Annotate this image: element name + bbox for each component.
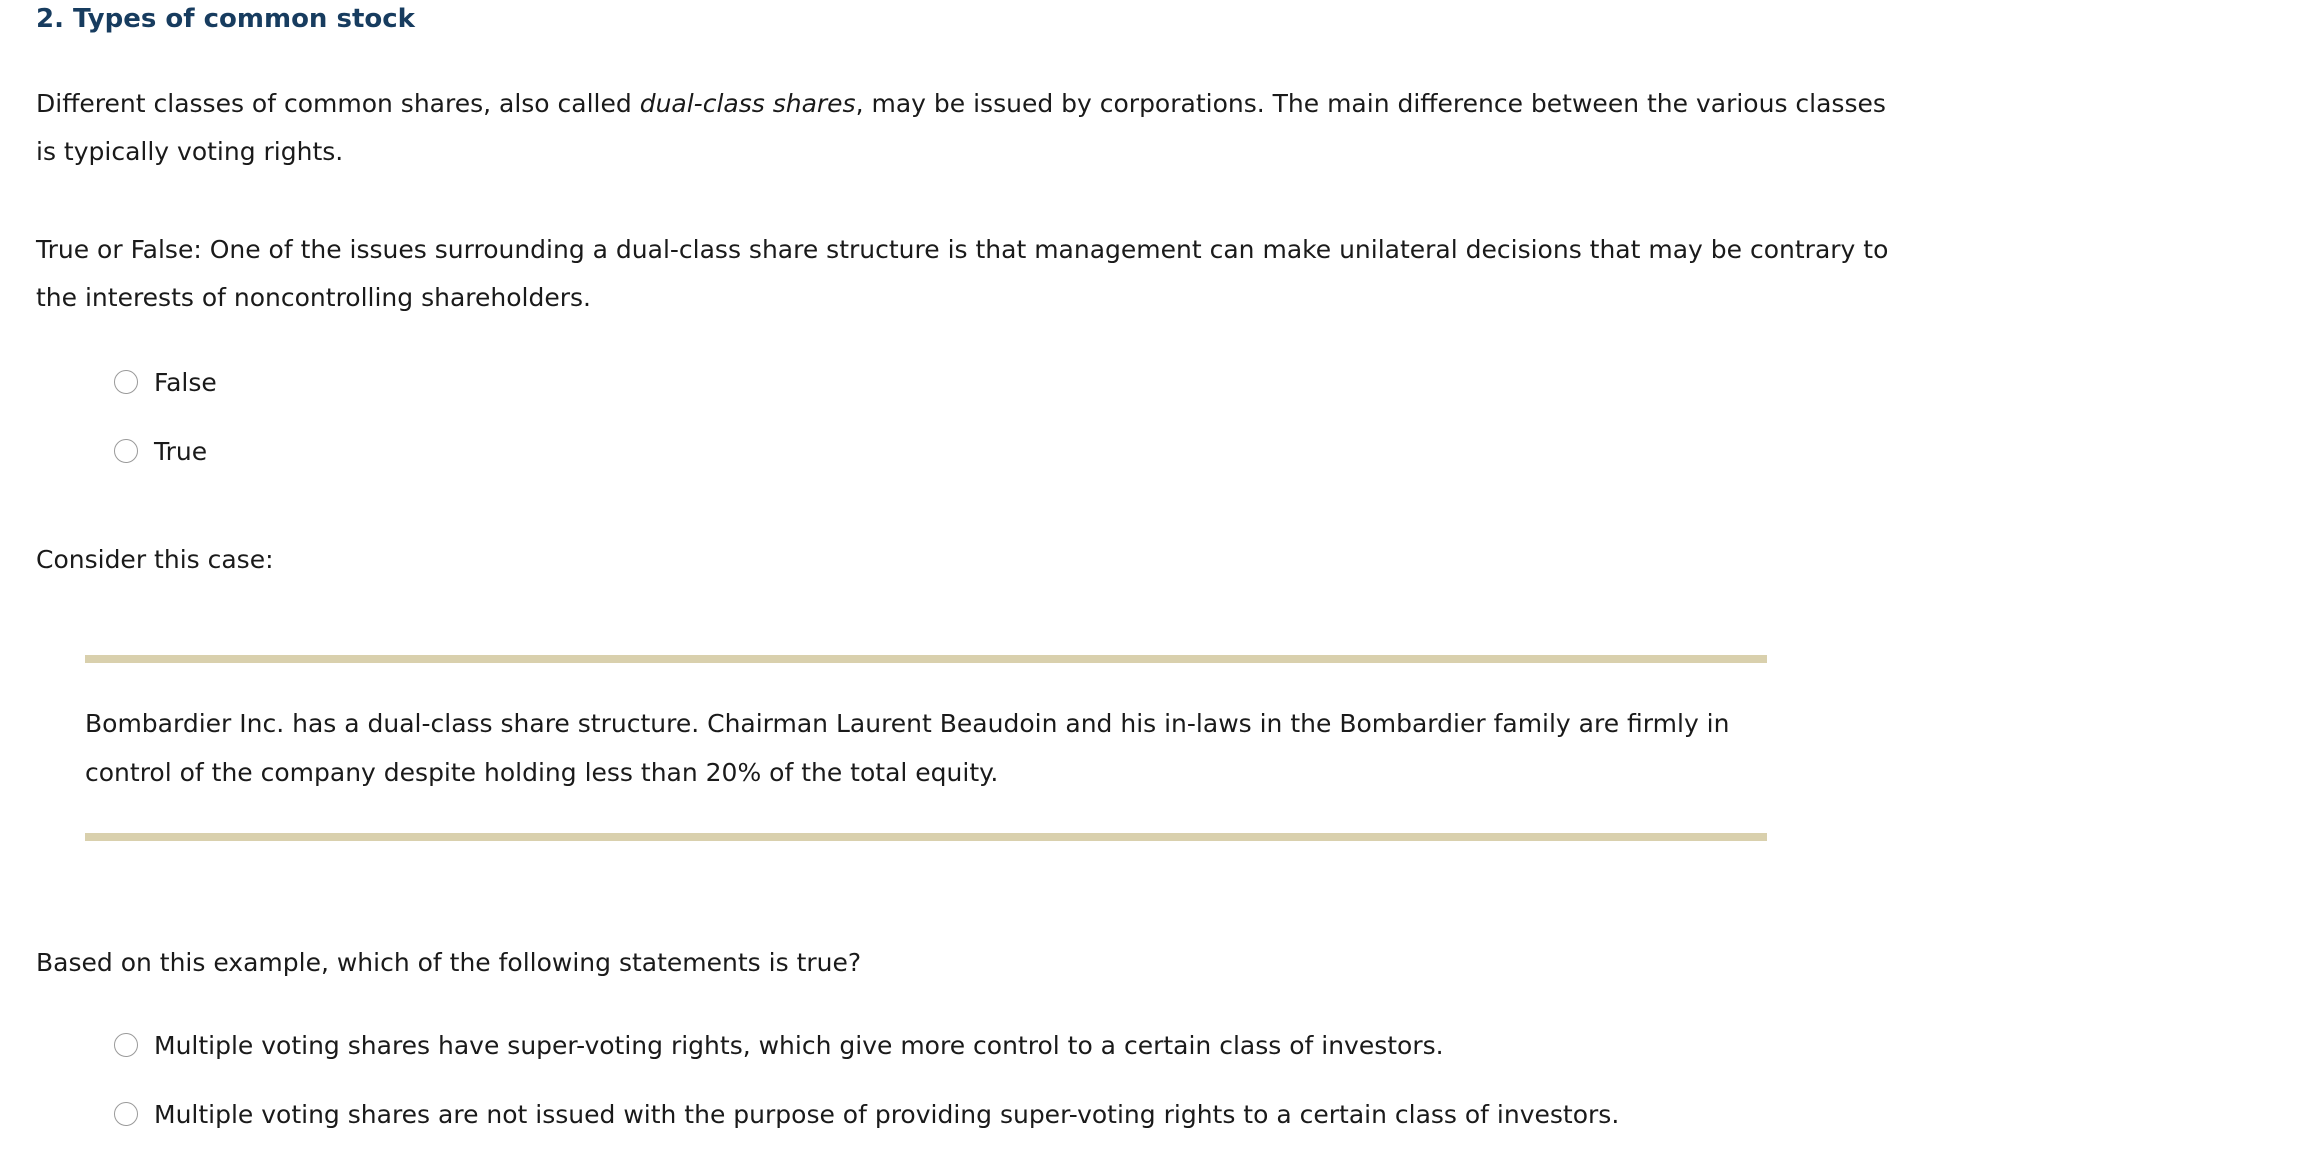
intro-paragraph: [36, 80, 1906, 176]
intro-text-before: Different classes of common shares, also called: [36, 89, 640, 118]
radio-button-false[interactable]: [114, 370, 138, 394]
section-title: 2. Types of common stock: [36, 4, 415, 34]
question1-prompt: True or False: One of the issues surrounding a dual-class share structure is that management can make unilateral decisions that may be contrary to the interests of noncontrolling shareholders.: [36, 235, 1889, 312]
intro-text-after: , may be issued by corporations. The main difference between the various classes is typically voting rights.: [36, 89, 1886, 166]
question1-option-true[interactable]: [114, 431, 207, 471]
case-lead: Consider this case:: [36, 545, 274, 574]
option-label-1: Multiple voting shares have super-voting rights, which give more control to a certain class of investors.: [154, 1030, 1444, 1060]
radio-button-option-2[interactable]: [114, 1102, 138, 1126]
option-label-false: False: [154, 367, 217, 397]
radio-button-true[interactable]: [114, 439, 138, 463]
case-text: Bombardier Inc. has a dual-class share structure. Chairman Laurent Beaudoin and his in-laws in the Bombardier family are firmly in control of the company despite holding less than 20% of the total equity.: [85, 709, 1730, 787]
intro-emphasis: dual-class shares: [639, 89, 856, 118]
case-top-divider: [85, 655, 1767, 663]
case-bottom-divider: [85, 833, 1767, 841]
question2-prompt: Based on this example, which of the following statements is true?: [36, 948, 862, 977]
option-label-true: True: [154, 436, 208, 466]
question2-option-1[interactable]: [114, 1025, 1444, 1065]
question2-option-2[interactable]: [114, 1094, 1619, 1134]
radio-button-option-1[interactable]: [114, 1033, 138, 1057]
question1-option-false[interactable]: [114, 362, 217, 402]
option-label-2: Multiple voting shares are not issued with the purpose of providing super-voting rights to a certain class of investors.: [154, 1099, 1620, 1129]
